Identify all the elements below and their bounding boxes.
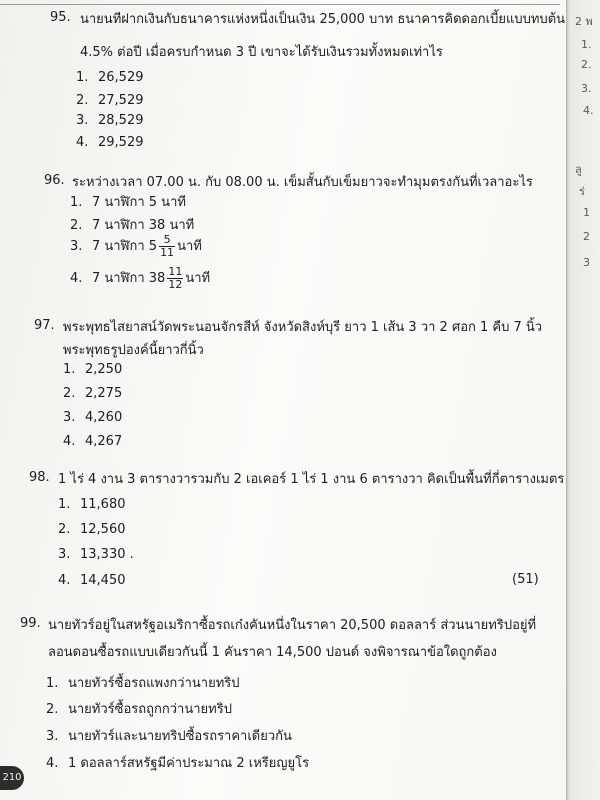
facing-item: 2. [581,58,592,71]
option-number: 3. [46,729,59,744]
question-96-option-4[interactable] [70,266,210,291]
question-99-number: 99. [20,616,41,631]
fraction-numerator: 11 [168,265,183,278]
facing-item: 1. [581,38,592,51]
option-text: 2,250 [85,362,123,377]
fraction [167,266,183,291]
option-text: 4,260 [85,410,123,425]
question-95-number: 95. [50,10,71,25]
fraction-numerator: 5 [159,234,175,247]
question-99-line-2: ลอนดอนซื้อรถแบบเดียวกันนี้ 1 คันราคา 14,500 ปอนด์ จงพิจารณาข้อใดถูกต้อง [48,645,497,660]
option-number: 4. [58,573,71,588]
facing-item: 3. [581,82,592,95]
question-98-number: 98. [29,470,50,485]
question-95-line-1: นายนทีฝากเงินกับธนาคารแห่งหนึ่งเป็นเงิน 25,000 บาท ธนาคารคิดดอกเบี้ยแบบทบต้น [80,12,566,27]
option-number: 2. [46,702,59,717]
option-text: 7 นาฬิกา 5 นาที [92,195,186,210]
question-99-option-1[interactable] [46,672,240,693]
section-marker: (51) [512,572,539,587]
option-text: 28,529 [98,113,144,128]
fraction [159,234,175,259]
option-number: 1. [70,195,83,210]
option-text: 29,529 [98,135,144,150]
option-text: 2,275 [85,386,123,401]
facing-item: ร่ [579,185,585,198]
option-number: 3. [63,410,76,425]
facing-item: ลู [575,163,582,176]
question-97-line-1: พระพุทธไสยาสน์วัดพระนอนจักรสีห์ จังหวัดสิงห์บุรี ยาว 1 เส้น 3 วา 2 ศอก 1 คืบ 7 นิ้ว [63,320,543,335]
question-98-line-1: 1 ไร่ 4 งาน 3 ตารางวารวมกับ 2 เอเคอร์ 1 ไร่ 1 งาน 6 ตารางวา คิดเป็นพื้นที่กี่ตารางเมตร [58,472,565,487]
option-number: 4. [46,756,59,771]
question-99-option-2[interactable] [46,698,232,719]
option-number: 4. [76,135,89,150]
option-number: 3. [70,239,83,254]
option-number: 4. [63,434,76,449]
question-95-line-2: 4.5% ต่อปี เมื่อครบกำหนด 3 ปี เขาจะได้รับเงินรวมทั้งหมดเท่าไร [80,45,443,60]
question-96-number: 96. [44,173,65,188]
option-number: 2. [70,218,83,233]
facing-item: 1 [583,206,590,219]
option-text: 14,450 [80,573,126,588]
top-rule [0,4,560,5]
option-text: นายทัวร์ซื้อรถแพงกว่านายทริป [68,676,240,691]
question-97-option-4[interactable] [63,434,122,449]
fraction-denominator: 11 [160,246,175,259]
question-95-option-3[interactable] [76,113,144,128]
option-text: 1 ดอลลาร์สหรัฐมีค่าประมาณ 2 เหรียญยูโร [68,756,310,771]
question-96-option-2[interactable] [70,214,194,235]
option-text: 7 นาฬิกา 38 นาที [92,218,195,233]
option-text: 12,560 [80,522,126,537]
facing-item: 2 [583,230,590,243]
question-98-option-1[interactable] [58,497,126,512]
question-97-option-1[interactable] [63,362,122,377]
option-text-suffix: นาที [185,271,211,286]
option-number: 2. [76,93,89,108]
option-number: 1. [46,676,59,691]
question-96-option-1[interactable] [70,191,186,212]
option-text-suffix: นาที [177,239,202,254]
option-text: นายทัวร์และนายทริปซื้อรถราคาเดียวกัน [68,729,292,744]
question-99-option-4[interactable] [46,752,309,773]
facing-page-edge [566,0,600,800]
question-99-option-3[interactable] [46,725,292,746]
question-98-option-3[interactable] [58,547,134,562]
fraction-denominator: 12 [168,278,183,291]
option-number: 3. [58,547,71,562]
option-number: 2. [63,386,76,401]
question-99-line-1: นายทัวร์อยู่ในสหรัฐอเมริกาซื้อรถเก๋งคันหนึ่งในราคา 20,500 ดอลลาร์ ส่วนนายทริปอยู่ที่ [48,618,537,633]
question-95-option-2[interactable] [76,93,144,108]
page-number: 210 [0,766,24,790]
option-number: 2. [58,522,71,537]
option-number: 3. [76,113,89,128]
option-text: 4,267 [85,434,123,449]
option-number: 1. [63,362,76,377]
question-97-option-3[interactable] [63,410,122,425]
question-97-number: 97. [34,318,55,333]
question-96-line-1: ระหว่างเวลา 07.00 น. กับ 08.00 น. เข็มสั้นกับเข็มยาวจะทำมุมตรงกันที่เวลาอะไร [72,175,533,190]
option-text: นายทัวร์ซื้อรถถูกกว่านายทริป [68,702,232,717]
option-number: 4. [70,271,83,286]
option-text-prefix: 7 นาฬิกา 38 [92,271,166,286]
option-text: 27,529 [98,93,144,108]
facing-item: 3 [583,256,590,269]
option-number: 1. [76,70,89,85]
question-96-option-3[interactable] [70,234,202,259]
question-98-option-4[interactable] [58,573,126,588]
question-98-option-2[interactable] [58,522,126,537]
option-text: 26,529 [98,70,144,85]
question-97-line-2: พระพุทธรูปองค์นี้ยาวกี่นิ้ว [63,343,204,358]
question-95-option-1[interactable] [76,70,144,85]
facing-item: 2 พ [575,15,593,28]
option-text-prefix: 7 นาฬิกา 5 [92,239,158,254]
option-number: 1. [58,497,71,512]
option-text: 11,680 [80,497,126,512]
question-95-option-4[interactable] [76,135,144,150]
question-97-option-2[interactable] [63,386,122,401]
facing-item: 4. [583,104,594,117]
option-text: 13,330 . [80,547,134,562]
